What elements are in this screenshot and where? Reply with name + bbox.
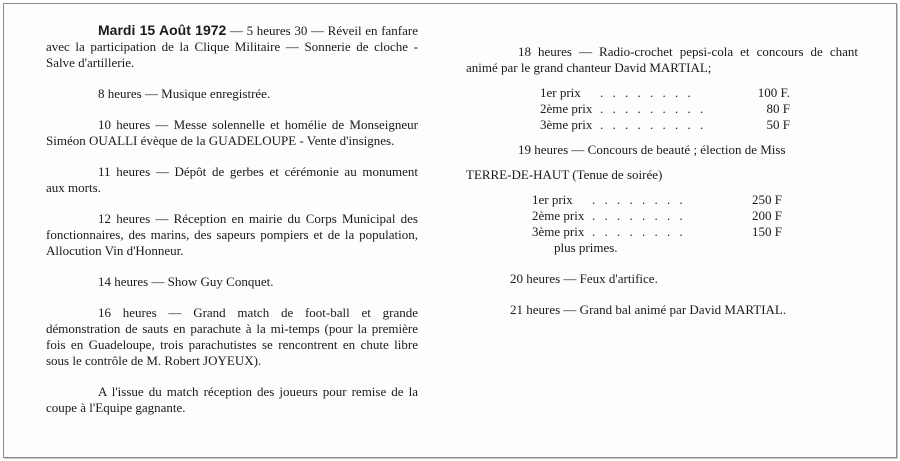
prize-amount: 200 F — [752, 208, 782, 223]
prize-label: 1er prix — [532, 192, 573, 207]
date-heading: Mardi 15 Août 1972 — [98, 22, 227, 38]
schedule-1100: 11 heures — Dépôt de gerbes et cérémonie au monument aux morts. — [46, 164, 418, 195]
prize-row — [540, 85, 800, 101]
prize-label: 1er prix — [540, 85, 581, 100]
left-column — [46, 22, 418, 416]
prize-label: 3ème prix — [540, 117, 593, 132]
prize-dots: . . . . . . . . — [600, 85, 694, 100]
prize-amount: 100 F. — [757, 85, 790, 100]
prize-list-beauty — [532, 192, 858, 256]
right-column — [466, 44, 858, 318]
prize-row — [532, 208, 792, 224]
prize-list-radio-crochet — [540, 85, 858, 133]
prize-row — [540, 117, 800, 133]
schedule-1800: 18 heures — Radio-crochet pepsi-cola et concours de chant animé par le grand chanteur David MARTIAL; — [466, 44, 858, 75]
schedule-2100: 21 heures — Grand bal animé par David MARTIAL. — [510, 302, 787, 317]
schedule-1400: 14 heures — Show Guy Conquet. — [98, 274, 274, 289]
schedule-1200: 12 heures — Réception en mairie du Corps Municipal des fonctionnaires, des marins, des sapeurs pompiers et de la population, Allocution Vin d'Honneur. — [46, 211, 418, 258]
prize-label: 2ème prix — [532, 208, 585, 223]
prize-row — [540, 101, 800, 117]
document-page — [3, 3, 897, 458]
schedule-1600: 16 heures — Grand match de foot-ball et grande démonstration de sauts en parachute à la mi-temps (pour la première fois en Guadeloupe, trois parachutistes se rencontrent en chute libre sous le contrôle de M. Robert JOYEUX). — [46, 305, 418, 368]
schedule-0800: 8 heures — Musique enregistrée. — [98, 86, 271, 101]
prize-amount: 150 F — [752, 224, 782, 239]
schedule-0530 — [46, 22, 418, 71]
schedule-0530-text: — 5 heures 30 — Réveil en fanfare avec la participation de la Clique Militaire — Sonnerie de cloche - Salve d'artillerie. — [46, 23, 418, 70]
prize-dots: . . . . . . . . — [592, 224, 686, 239]
prize-dots: . . . . . . . . — [592, 208, 686, 223]
prize-amount: 80 F — [766, 101, 790, 116]
prize-amount: 50 F — [766, 117, 790, 132]
prize-row — [532, 224, 792, 240]
prize-label: 3ème prix — [532, 224, 585, 239]
plus-primes: plus primes. — [554, 240, 618, 255]
schedule-2000: 20 heures — Feux d'artifice. — [510, 271, 658, 286]
schedule-1000: 10 heures — Messe solennelle et homélie de Monseigneur Siméon OUALLI évèque de la GUADELOUPE - Vente d'insignes. — [46, 117, 418, 148]
match-reception: A l'issue du match réception des joueurs pour remise de la coupe à l'Equipe gagnante. — [46, 384, 418, 415]
prize-label: 2ème prix — [540, 101, 593, 116]
prize-dots: . . . . . . . . — [592, 192, 686, 207]
prize-dots: . . . . . . . . . — [600, 101, 707, 116]
schedule-1900: 19 heures — Concours de beauté ; élection de Miss — [518, 142, 786, 157]
miss-terre-de-haut: TERRE-DE-HAUT (Tenue de soirée) — [466, 167, 663, 182]
prize-amount: 250 F — [752, 192, 782, 207]
prize-row — [532, 192, 792, 208]
prize-dots: . . . . . . . . . — [600, 117, 707, 132]
